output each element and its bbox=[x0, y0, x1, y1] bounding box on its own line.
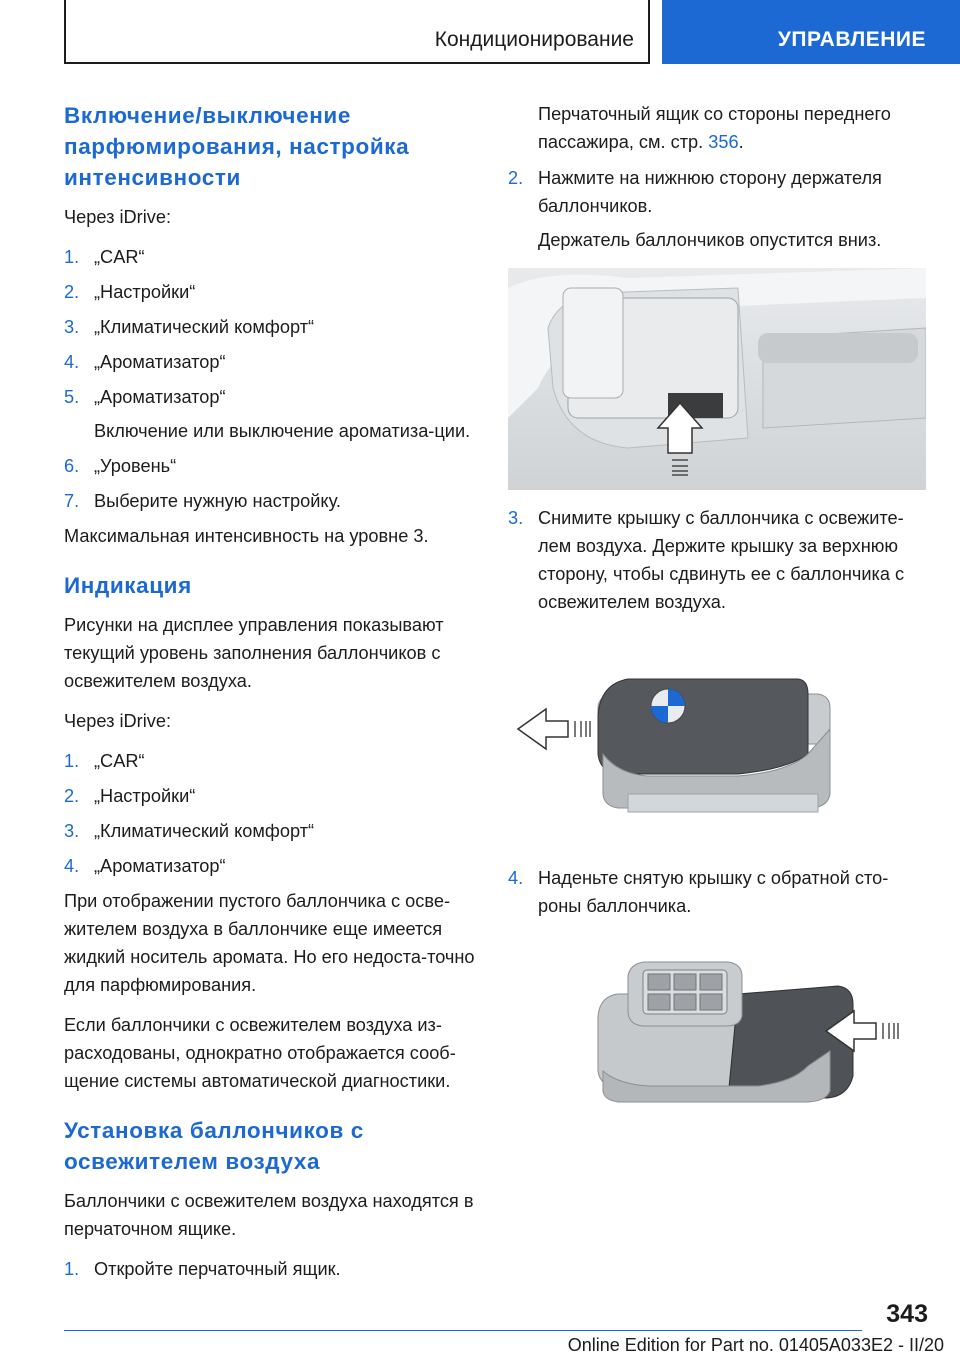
list-item: 2. „Настройки“ bbox=[64, 786, 196, 806]
glovebox-holder-image bbox=[508, 268, 926, 490]
steps-list-4 bbox=[508, 100, 928, 254]
list-item: 4. Наденьте снятую крышку с обратной сто-роны баллончика. bbox=[508, 868, 889, 916]
heading-perfume-toggle: Включение/выключение парфюмирования, настройка интенсивности bbox=[64, 103, 410, 190]
heading-install: Установка баллончиков с освежителем воздуха bbox=[64, 1118, 364, 1174]
steps-list-5 bbox=[508, 504, 928, 616]
section-header-box bbox=[64, 0, 650, 64]
steps-list-6 bbox=[508, 864, 928, 920]
left-column bbox=[64, 100, 482, 1290]
list-item: 1. Откройте перчаточный ящик. bbox=[64, 1259, 341, 1279]
intro-idrive-2: Через iDrive: bbox=[64, 711, 171, 731]
footer-divider bbox=[64, 1330, 862, 1331]
list-item: 4. „Ароматизатор“ bbox=[64, 856, 226, 876]
edition-text: Online Edition for Part no. 01405A033E2 - II/20 bbox=[567, 1335, 944, 1355]
list-item: 1. „CAR“ bbox=[64, 247, 145, 267]
cover-reattach-image bbox=[508, 956, 926, 1116]
steps-list-3 bbox=[64, 1255, 482, 1283]
list-item: 6. „Уровень“ bbox=[64, 456, 177, 476]
section-title: Кондиционирование bbox=[434, 28, 634, 51]
list-item: Перчаточный ящик со стороны переднего пассажира, см. стр. 356. bbox=[538, 104, 891, 152]
list-item: 3. Снимите крышку с баллончика с освежите-лем воздуха. Держите крышку за верхнюю сторону, чтобы сдвинуть ее с баллончика с освежителем воздуха. bbox=[508, 508, 905, 612]
step-note: Включение или выключение ароматиза-ции. bbox=[94, 421, 471, 441]
install-text: Баллончики с освежителем воздуха находятся в перчаточном ящике. bbox=[64, 1191, 474, 1239]
page-number: 343 bbox=[886, 1300, 928, 1328]
right-column bbox=[508, 100, 928, 1116]
list-item: 3. „Климатический комфорт“ bbox=[64, 821, 315, 841]
list-item: 2. Нажмите на нижнюю сторону держателя баллончиков. Держатель баллончиков опустится вниз. bbox=[508, 164, 928, 254]
list-item: 4. „Ароматизатор“ bbox=[64, 352, 226, 372]
step-note: Держатель баллончиков опустится вниз. bbox=[538, 230, 882, 250]
list-item: 7. Выберите нужную настройку. bbox=[64, 491, 341, 511]
glovebox-ref-text: Перчаточный ящик со стороны переднего пассажира, см. стр. bbox=[538, 104, 891, 152]
heading-indication: Индикация bbox=[64, 573, 192, 598]
list-item: 3. „Климатический комфорт“ bbox=[64, 317, 315, 337]
steps-list-2 bbox=[64, 747, 482, 880]
intro-idrive-1: Через iDrive: bbox=[64, 207, 171, 227]
steps-list-1 bbox=[64, 243, 482, 515]
list-item: 2. „Настройки“ bbox=[64, 282, 196, 302]
chapter-title: УПРАВЛЕНИЕ bbox=[777, 28, 926, 51]
max-intensity-note: Максимальная интенсивность на уровне 3. bbox=[64, 526, 429, 546]
list-item: 5. „Ароматизатор“ Включение или выключение ароматиза-ции. bbox=[64, 383, 482, 445]
indication-text: Рисунки на дисплее управления показывают текущий уровень заполнения баллончиков с освежителем воздуха. bbox=[64, 615, 444, 691]
used-up-text: Если баллончики с освежителем воздуха из-расходованы, однократно отображается сооб-щение системы автоматической диагностики. bbox=[64, 1015, 456, 1091]
chapter-tab bbox=[662, 0, 960, 64]
list-item: 1. „CAR“ bbox=[64, 751, 145, 771]
empty-cartridge-text: При отображении пустого баллончика с осве-жителем воздуха в баллончике еще имеется жидкий носитель аромата. Но его недоста-точно для парфюмирования. bbox=[64, 891, 475, 995]
cartridge-cover-image bbox=[508, 644, 926, 834]
page-link[interactable]: 356 bbox=[708, 132, 739, 152]
